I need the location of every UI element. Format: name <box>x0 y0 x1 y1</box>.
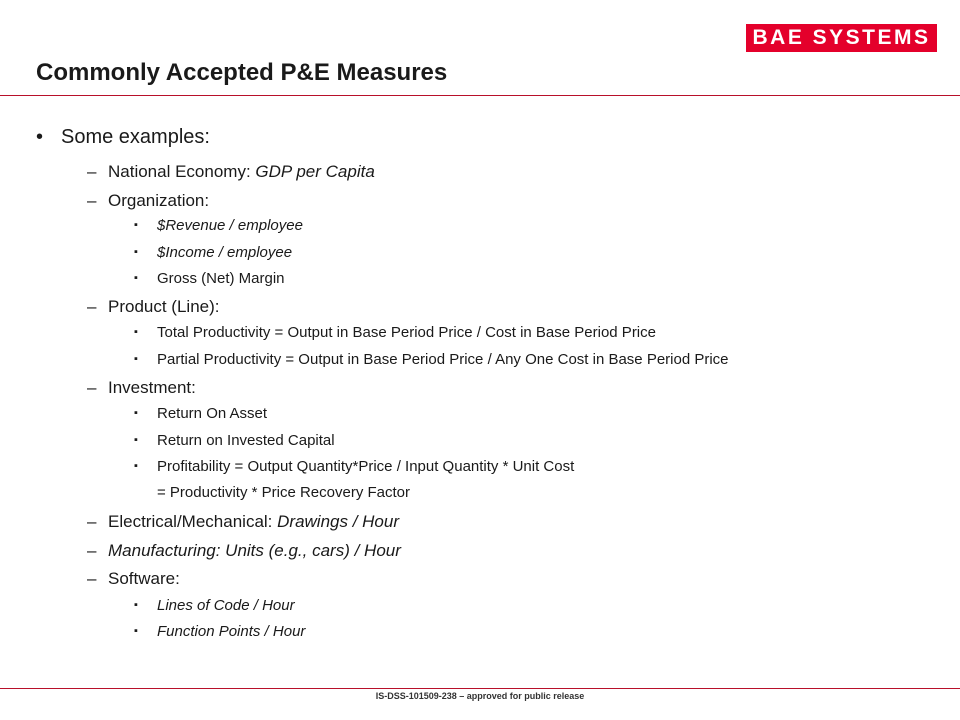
sub-bullet-text: Partial Productivity = Output in Base Period Price / Any One Cost in Base Period Price <box>157 351 729 368</box>
sub-bullet-text: Return On Asset <box>157 405 268 422</box>
bullet-value: GDP per Capita <box>255 162 375 181</box>
square-marker: ▪ <box>134 434 138 446</box>
bullet-text <box>108 162 375 182</box>
dash-marker: – <box>87 569 97 588</box>
dash-marker: – <box>87 297 97 316</box>
footer-text: IS-DSS-101509-238 – approved for public release <box>375 691 585 701</box>
sub-bullet-text: Profitability = Output Quantity*Price / Input Quantity * Unit Cost <box>157 458 575 475</box>
dash-marker: – <box>87 512 97 531</box>
bullet-label: Electrical/Mechanical: <box>108 512 278 531</box>
slide-title: Commonly Accepted P&E Measures <box>36 59 448 86</box>
square-marker: ▪ <box>134 326 138 338</box>
bullet-text: Manufacturing: Units (e.g., cars) / Hour <box>108 541 401 560</box>
sub-bullet-text: $Income / employee <box>157 244 293 261</box>
bullet-text <box>108 512 399 532</box>
bullet-text: Investment: <box>108 378 196 397</box>
sub-bullet-text: $Revenue / employee <box>157 217 303 234</box>
sub-bullet-text: Return on Invested Capital <box>157 432 335 449</box>
bullet-text: Software: <box>108 569 180 588</box>
sub-bullet-text: Lines of Code / Hour <box>157 597 295 614</box>
bullet-text: Organization: <box>108 191 210 210</box>
square-marker: ▪ <box>134 219 138 231</box>
sub-bullet-text: Gross (Net) Margin <box>157 270 285 287</box>
dash-marker: – <box>87 191 97 210</box>
bullet-label: National Economy: <box>108 162 256 181</box>
square-marker: ▪ <box>134 599 138 611</box>
square-marker: ▪ <box>134 625 138 637</box>
sub-bullet-text: Function Points / Hour <box>157 623 306 640</box>
bullet-marker: • <box>36 126 44 148</box>
sub-bullet-text: Total Productivity = Output in Base Period Price / Cost in Base Period Price <box>157 324 656 341</box>
bullet-text: Some examples: <box>61 126 210 148</box>
square-marker: ▪ <box>134 246 138 258</box>
sub-bullet-continuation: = Productivity * Price Recovery Factor <box>157 484 411 501</box>
square-marker: ▪ <box>134 353 138 365</box>
bullet-text: Product (Line): <box>108 297 220 316</box>
square-marker: ▪ <box>134 272 138 284</box>
square-marker: ▪ <box>134 460 138 472</box>
footer-divider <box>0 688 960 689</box>
bae-systems-logo: BAE SYSTEMS <box>746 24 937 52</box>
dash-marker: – <box>87 162 97 181</box>
square-marker: ▪ <box>134 407 138 419</box>
bullet-value: Drawings / Hour <box>277 512 399 531</box>
dash-marker: – <box>87 378 97 397</box>
dash-marker: – <box>87 541 97 560</box>
header-divider <box>0 95 960 96</box>
